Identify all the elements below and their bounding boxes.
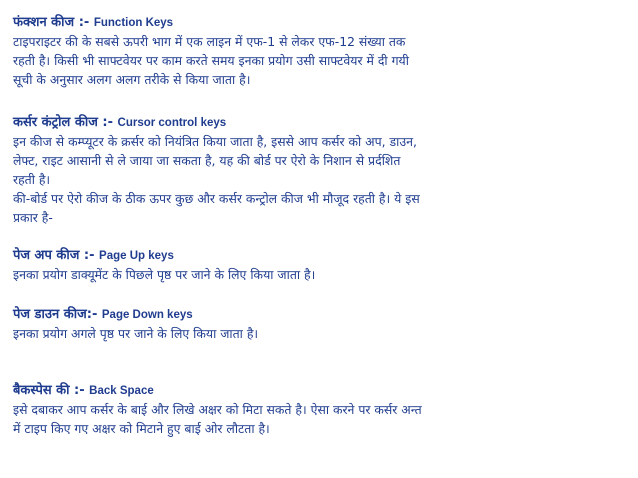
paragraph-line: प्रकार है-: [13, 210, 53, 225]
section-heading: [13, 382, 625, 400]
section-page-down-keys: [13, 306, 625, 343]
heading-hindi: पेज डाउन कीज:-: [13, 307, 98, 322]
heading-hindi: कर्सर कंट्रोल कीज :-: [13, 115, 113, 130]
paragraph-line: रहती है। किसी भी साफ्टवेयर पर काम करते समय इनका प्रयोग उसी साफ्टवेयर में दी गयी: [13, 53, 409, 68]
section-heading: [13, 306, 625, 324]
section-paragraph: [13, 132, 625, 227]
heading-english: Page Up keys: [99, 250, 174, 262]
section-heading: [13, 114, 625, 132]
heading-english: Back Space: [89, 385, 154, 397]
section-paragraph: [13, 400, 625, 438]
section-back-space: [13, 382, 625, 438]
paragraph-line: लेफ्ट, राइट आसानी से ले जाया जा सकता है, यह की बोर्ड पर ऐरो के निशान से प्रर्दशित: [13, 153, 401, 168]
heading-english: Function Keys: [93, 17, 174, 29]
paragraph-line: इसे दबाकर आप कर्सर के बाई और लिखे अक्षर को मिटा सकते है। ऐसा करने पर कर्सर अन्त: [13, 402, 422, 417]
section-paragraph: [13, 32, 625, 89]
paragraph-line: सूची के अनुसार अलग अलग तरीके से किया जाता है।: [13, 72, 251, 87]
section-paragraph: [13, 324, 625, 343]
heading-english: Cursor control keys: [117, 117, 227, 129]
section-page-up-keys: [13, 247, 625, 284]
paragraph-line: में टाइप किए गए अक्षर को मिटाने हुए बाई ओर लौटता है।: [13, 421, 270, 436]
paragraph-line: इनका प्रयोग अगले पृष्ठ पर जाने के लिए किया जाता है।: [13, 326, 259, 341]
paragraph-line: रहती है।: [13, 172, 51, 187]
heading-hindi: फंक्शन कीज :-: [13, 15, 90, 30]
heading-hindi: पेज अप कीज :-: [13, 248, 95, 263]
paragraph-line: इन कीज से कम्प्यूटर के क्रर्सर को नियंत्रित किया जाता है, इससे आप कर्सर को अप, डाउन,: [13, 134, 417, 149]
paragraph-line: की-बोर्ड पर ऐरो कीज के ठीक ऊपर कुछ और कर्सर कन्ट्रोल कीज भी मौजूद रहती है। ये इस: [13, 191, 420, 206]
section-paragraph: [13, 265, 625, 284]
heading-hindi: बैकस्पेस की :-: [13, 383, 85, 398]
section-function-keys: [13, 14, 625, 89]
paragraph-line: टाइपराइटर की के सबसे ऊपरी भाग में एक लाइन में एफ-1 से लेकर एफ-12 संख्या तक: [13, 34, 406, 49]
heading-english: Page Down keys: [101, 309, 193, 321]
section-heading: [13, 14, 625, 32]
paragraph-line: इनका प्रयोग डाक्यूमेंट के पिछले पृष्ठ पर जाने के लिए किया जाता है।: [13, 267, 316, 282]
section-heading: [13, 247, 625, 265]
section-cursor-control-keys: [13, 114, 625, 227]
